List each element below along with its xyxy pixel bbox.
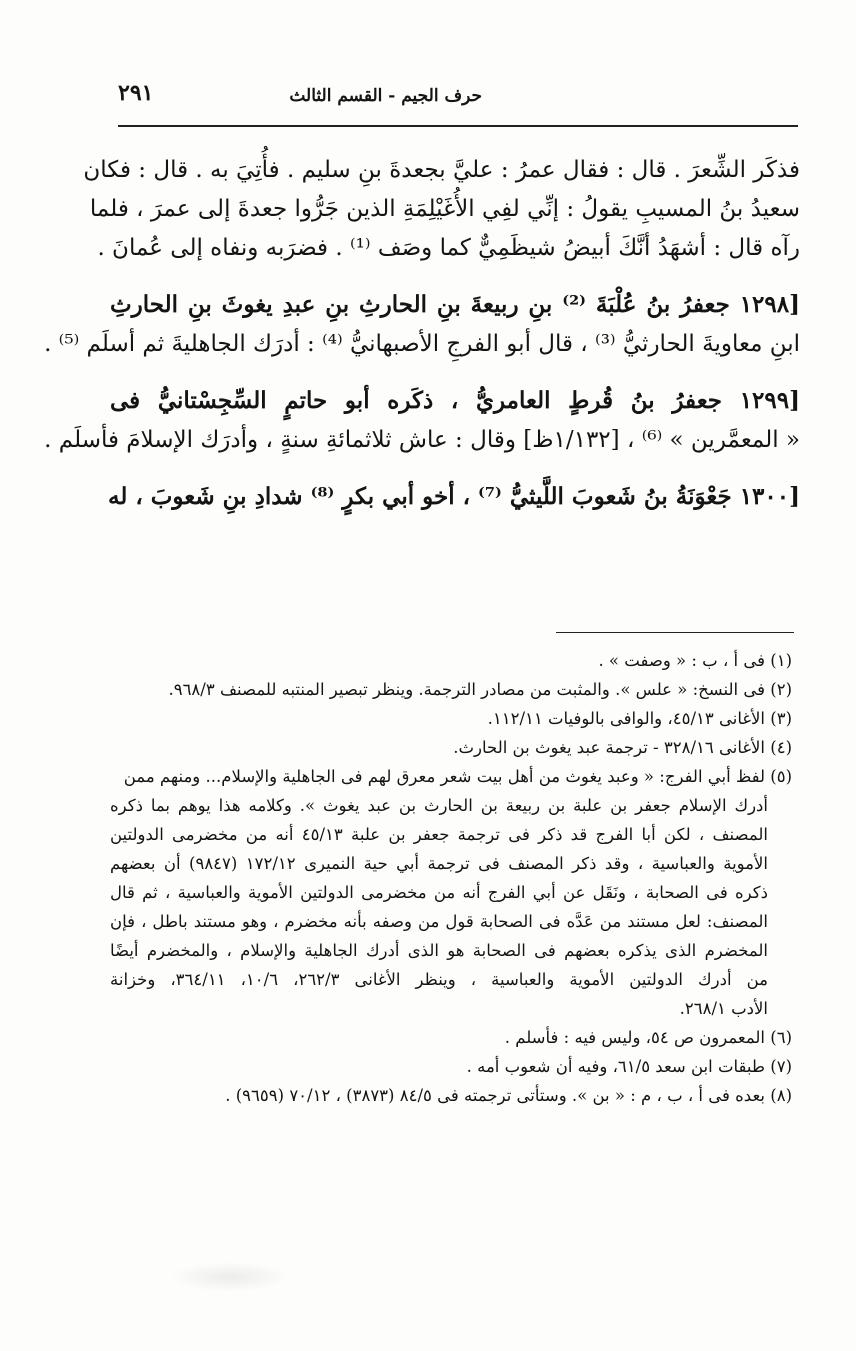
footnote-5-line: المخضرم الذى يذكره بعضهم فى الصحابة هو الذى أدرك الجاهلية والإسلام ، والمخضرم أيضًا xyxy=(110,941,768,960)
text-line: سعيدُ بنُ المسيبِ يقولُ : إنِّي لفِي الأُغَيْلِمَةِ الذين جَرُّوا جعدةَ إلى عمرَ ، فلما xyxy=(89,196,800,222)
footnote-5-line: المصنف: لعل مستند من عَدَّه فى الصحابة قول من وصفه بأنه مخضرم ، وهو مستند باطل ، فإن xyxy=(110,912,768,931)
entry-1299-heading: [١٢٩٩ جعفرُ بنُ قُرطٍ العامريُّ ، ذكَره أبو حاتمٍ السِّجِسْتانيُّ فى xyxy=(110,387,800,414)
footnote-6: (٦) المعمرون ص ٥٤، وليس فيه : فأسلم . xyxy=(504,1028,792,1047)
footnote-5-line: ذكره فى الصحابة ، ونَقَل عن أبي الفرج أنه من مخضرمى الدولتين الأموية والعباسية ، ثم قال xyxy=(110,883,768,902)
footnote-7: (٧) طبقات ابن سعد ٦١/٥، وفيه أن شعوب أمه . xyxy=(466,1057,792,1076)
footnote-4: (٤) الأغانى ٣٢٨/١٦ - ترجمة عبد يغوث بن الحارث. xyxy=(453,738,792,757)
entry-1300-heading: [١٣٠٠ جَعْوَنَةُ بنُ شَعوبَ اللَّيثيُّ ⁽⁷⁾ ، أخو أبي بكرٍ ⁽⁸⁾ شدادِ بنِ شَعوبَ ، له xyxy=(107,483,800,510)
footnote-5-line: من أدرك الدولتين الأموية والعباسية ، وينظر الأغانى ٢٦٢/٣، ١٠/٦، ٣٦٤/١١، وخزانة xyxy=(110,970,768,989)
header-rule xyxy=(118,125,798,127)
scan-smudge xyxy=(170,1262,290,1292)
text-line: فذكَر الشِّعرَ . قال : فقال عمرُ : عليَّ بجعدةَ بنِ سليم . فأُتِيَ به . قال : فكان xyxy=(83,157,800,183)
page-number: ٢٩١ xyxy=(118,80,154,106)
footnote-5-line: المصنف ، لكن أبا الفرج قد ذكر فى ترجمة جعفر بن علبة ٤٥/١٣ أنه من مخضرمى الدولتين xyxy=(110,825,768,844)
footnote-8: (٨) بعده فى أ ، ب ، م : « بن ». وستأتى ترجمته فى ٨٤/٥ (٣٨٧٣) ، ٧٠/١٢ (٩٦٥٩) . xyxy=(225,1086,792,1105)
footnote-5-line: أدرك الإسلام جعفر بن علبة بن ربيعة بن الحارث بن عبد يغوث ». وكلامه هذا يوهم بما ذكره xyxy=(110,796,768,815)
entry-1298-heading: [١٢٩٨ جعفرُ بنُ عُلْبَةَ ⁽²⁾ بنِ ربيعةَ بنِ الحارثِ بنِ عبدِ يغوثَ بنِ الحارثِ xyxy=(110,291,800,318)
text-line: رآه قال : أشهَدُ أنَّكَ أبيضُ شيظَمِيٌّ كما وصَف ⁽¹⁾ . فضرَبه ونفاه إلى عُمانَ . xyxy=(97,235,800,261)
entry-1298-line: ابنِ معاويةَ الحارثيُّ ⁽³⁾ ، قال أبو الفرجِ الأصبهانيُّ ⁽⁴⁾ : أدرَك الجاهليةَ ثم أسلَم ⁽⁵⁾ . xyxy=(44,331,800,357)
footnote-1: (١) فى أ ، ب : « وصفت » . xyxy=(598,651,792,670)
page-header xyxy=(118,78,798,126)
footnote-2: (٢) فى النسخ: « علس ». والمثبت من مصادر الترجمة. وينظر تبصير المنتبه للمصنف ٩٦٨/٣. xyxy=(168,680,792,699)
footnote-5-line: الأدب ٢٦٨/١. xyxy=(679,999,768,1018)
footnote-5-line: الأموية والعباسية ، وقد ذكر المصنف فى ترجمة أبي حية النميرى ١٧٢/١٢ (٩٨٤٧) أن بعضهم xyxy=(110,854,769,873)
running-title: حرف الجيم - القسم الثالث xyxy=(289,86,482,106)
footnotes xyxy=(110,646,792,1110)
footnote-separator xyxy=(556,632,794,633)
footnote-3: (٣) الأغانى ٤٥/١٣، والوافى بالوفيات ١١٢/١١. xyxy=(487,709,792,728)
entry-1299-line: « المعمَّرين » ⁽⁶⁾ ، [١/١٣٢ظ] وقال : عاش ثلاثمائةِ سنةٍ ، وأدرَك الإسلامَ فأسلَم . xyxy=(44,427,800,453)
footnote-5: (٥) لفظ أبي الفرج: « وعبد يغوث من أهل بيت شعر معرق لهم فى الجاهلية والإسلام... ومنهم ممن xyxy=(123,767,792,786)
main-text xyxy=(44,152,800,518)
